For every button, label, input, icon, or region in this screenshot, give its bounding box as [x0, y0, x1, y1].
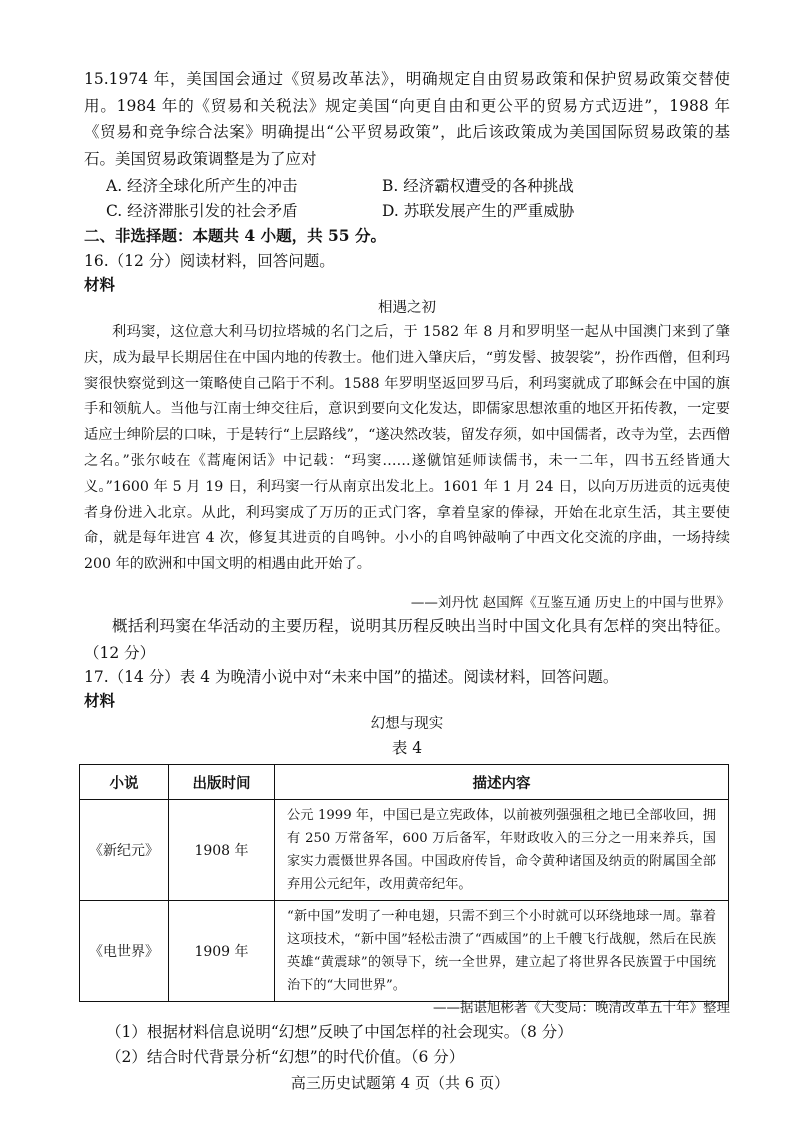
q15-option-b: B. 经济霸权遭受的各种挑战: [382, 177, 574, 195]
table-caption: 表 4: [391, 739, 423, 757]
table-4: [79, 764, 729, 1002]
q17-stem: 17.（14 分）表 4 为晚清小说中对“未来中国”的描述。阅读材料，回答问题。: [84, 668, 619, 686]
table-cell-novel: 《电世界》: [80, 901, 169, 1002]
q17-material-title: 幻想与现实: [370, 716, 444, 732]
q16-material-body: 利玛窦，这位意大利马切拉塔城的名门之后，于 1582 年 8 月和罗明坚一起从中国澳门来到了肇庆，成为最早长期居住在中国内地的传教士。他们进入肇庆后，“剪发髻、披袈裟”，扮作西僧，但利玛窦很快察觉到这一策略使自己陷于不利。1588 年罗明坚返回罗马后，利玛窦就成了耶稣会在中国的旗手和领航人。当他与江南士绅交往后，意识到要向文化发达，即儒家思想浓重的地区开拓传教，一定要适应士绅阶层的口味，于是转行“上层路线”，“遂决然改装，留发存须，如中国儒者，改寺为堂，去西僧之名。”张尔岐在《蒿庵闲话》中记载：“玛窦……遂僦馆延师读儒书，未一二年，四书五经皆通大义。”1600 年 5 月 19 日，利玛窦一行从南京出发北上。1601 年 1 月 24 日，以向万历进贡的远夷使者身份进入北京。从此，利玛窦成了万历的正式门客，拿着皇家的俸禄，开始在北京生活，其主要使命，就是每年进宫 4 次，修复其进贡的自鸣钟。小小的自鸣钟敲响了中西文化交流的序曲，一场持续200 年的欧洲和中国文明的相遇由此开始了。: [84, 324, 731, 573]
table-header-novel: 小说: [80, 765, 169, 800]
q16-material-title: 相遇之初: [378, 300, 436, 316]
table-header-year: 出版时间: [169, 765, 275, 800]
q15-option-d: D. 苏联发展产生的严重威胁: [382, 202, 575, 220]
q16-material-label: 材料: [84, 275, 116, 294]
table-row: [80, 901, 729, 1002]
q16-source: ——刘丹忱 赵国辉《互鉴互通 历史上的中国与世界》: [410, 595, 730, 611]
q15-stem: 15.1974 年，美国国会通过《贸易改革法》，明确规定自由贸易政策和保护贸易政策交替使用。1984 年的《贸易和关税法》规定美国“向更自由和更公平的贸易方式迈进”，1988 年《贸易和竞争综合法案》明确提出“公平贸易政策”，此后该政策成为美国国际贸易政策的基石。美国贸易政策调整是为了应对: [84, 70, 730, 168]
q17-question-2: （2）结合时代背景分析“幻想”的时代价值。（6 分）: [106, 1048, 465, 1066]
table-row: [80, 800, 729, 901]
q15-option-c: C. 经济滞胀引发的社会矛盾: [106, 202, 298, 220]
q17-material-label: 材料: [84, 691, 116, 710]
q15-option-a: A. 经济全球化所产生的冲击: [106, 177, 298, 195]
page-footer: 高三历史试题第 4 页（共 6 页）: [290, 1074, 510, 1092]
q17-question-1: （1）根据材料信息说明“幻想”反映了中国怎样的社会现实。（8 分）: [106, 1023, 573, 1041]
table-cell-year: 1908 年: [169, 800, 275, 901]
table-header-row: [80, 765, 729, 800]
q16-question: 概括利玛窦在华活动的主要历程，说明其历程反映出当时中国文化具有怎样的突出特征。（12 分）: [84, 617, 730, 662]
table-cell-novel: 《新纪元》: [80, 800, 169, 901]
table-cell-year: 1909 年: [169, 901, 275, 1002]
table-cell-desc: “新中国”发明了一种电翅，只需不到三个小时就可以环绕地球一周。靠着这项技术，“新中国”轻松击溃了“西威国”的上千艘飞行战舰，然后在民族英雄“黄震球”的领导下，统一全世界，建立起了将世界各民族置于中国统治下的“大同世界”。: [275, 901, 729, 1002]
q16-stem: 16.（12 分）阅读材料，回答问题。: [84, 252, 335, 270]
section-2-title: 二、非选择题：本题共 4 小题，共 55 分。: [84, 226, 386, 245]
q17-source: ——据谌旭彬著《大变局：晚清改革五十年》整理: [433, 1000, 730, 1016]
table-cell-desc: 公元 1999 年，中国已是立宪政体，以前被列强强租之地已全部收回，拥有 250 万常备军，600 万后备军，年财政收入的三分之一用来养兵，国家实力震慑世界各国。中国政府传旨，命令黄种诸国及纳贡的附属国全部弃用公元纪年，改用黄帝纪年。: [275, 800, 729, 901]
table-header-desc: 描述内容: [275, 765, 729, 800]
